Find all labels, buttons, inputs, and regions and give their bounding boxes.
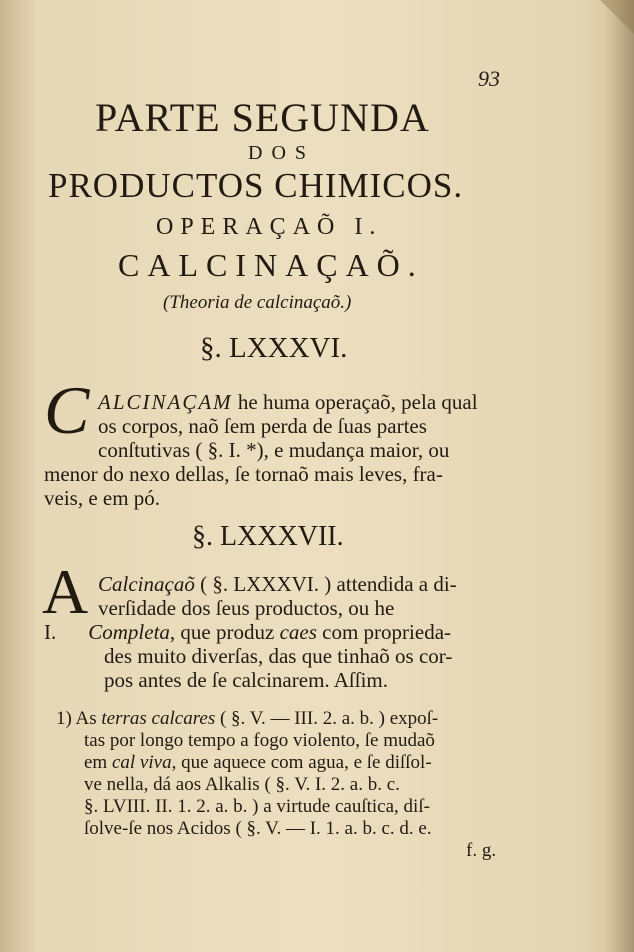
subject-heading: PRODUCTOS CHIMICOS. [48,166,464,205]
chapter-heading: CALCINAÇAÕ. [118,247,424,283]
paragraph-87-line-1: Calcinaçaõ ( §. LXXXVI. ) attendida a di- [98,572,457,596]
dropcap-c: C [44,372,90,448]
section-title-87: §. LXXXVII. [192,521,344,552]
paragraph-86-line-3: conſtutivas ( §. I. *), e mudança maior, ou [98,438,450,462]
note-line-6: ſolve-ſe nos Acidos ( §. V. — I. 1. a. b. c. d. e. [84,818,432,839]
note-line-7: f. g. [466,840,497,861]
part-heading: PARTE SEGUNDA [95,95,430,140]
paragraph-87-line-3: I. Completa, que produz caes com proprieda- [44,620,452,644]
paragraph-87-line-2: verſidade dos ſeus productos, ou he [98,596,395,620]
note-line-1: 1) As terras calcares ( §. V. — III. 2. a. b. ) expoſ- [56,708,439,729]
section-title-86: §. LXXXVI. [200,332,348,364]
folded-corner [600,0,634,34]
paragraph-87-line-5: pos antes de ſe calcinarem. Aſſim. [104,668,388,692]
paragraph-86-line-5: veis, e em pó. [44,486,161,510]
dropcap-a: A [42,556,89,627]
note-line-4: ve nella, dá aos Alkalis ( §. V. I. 2. a. b. c. [84,774,400,795]
paragraph-86-line-2: os corpos, naõ ſem perda de ſuas partes [98,414,427,438]
page-number: 93 [478,66,500,91]
note-line-3: em cal viva, que aquece com agua, e ſe diſſol- [84,752,432,773]
paragraph-87-line-4: des muito diverſas, das que tinhaõ os cor- [104,644,453,668]
note-line-5: §. LVIII. II. 1. 2. a. b. ) a virtude cauſtica, diſ- [84,796,430,817]
operation-heading: OPERAÇAÕ I. [156,214,383,240]
heading-connector: DOS [248,142,316,164]
paragraph-86-line-1: ALCINAÇAM he huma operaçaõ, pela qual [98,390,478,414]
note-line-2: tas por longo tempo a fogo violento, ſe mudaõ [84,730,435,751]
paragraph-86-line-4: menor do nexo dellas, ſe tornaõ mais leves, fra- [44,462,443,486]
chapter-subtitle: (Theoria de calcinaçaõ.) [163,292,352,313]
